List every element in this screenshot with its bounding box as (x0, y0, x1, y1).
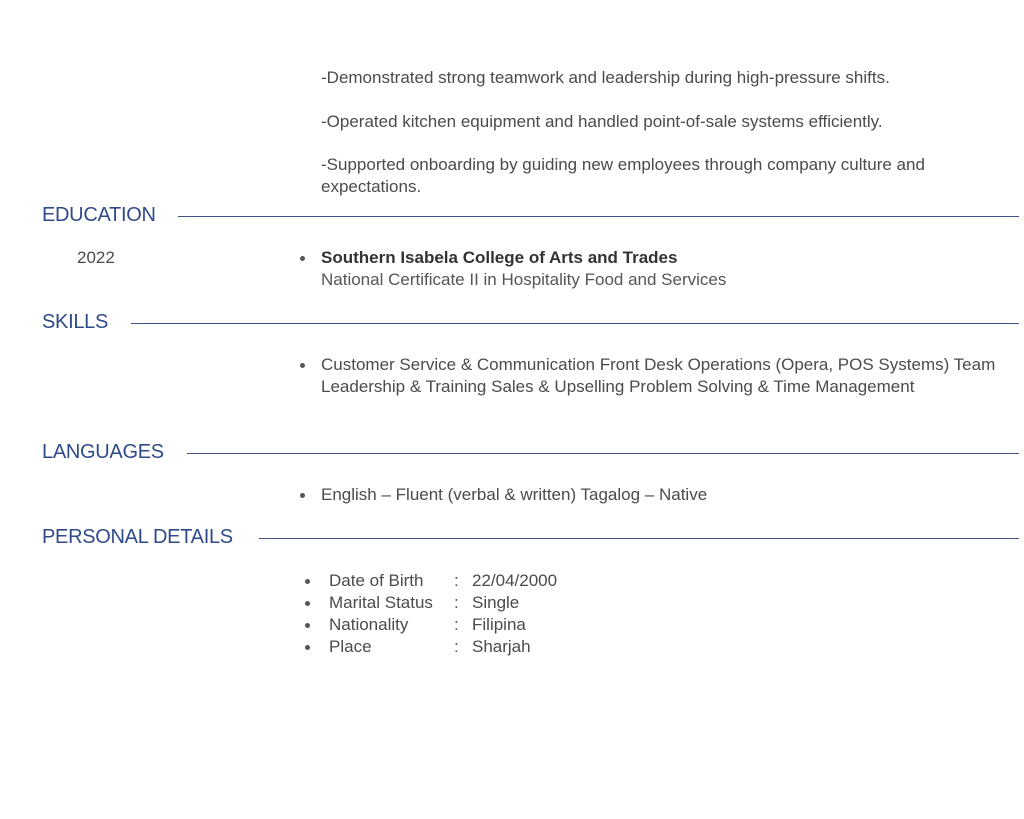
education-program: National Certificate II in Hospitality Food and Services (321, 270, 727, 289)
personal-detail-label: Date of Birth (329, 571, 424, 590)
languages-text: English – Fluent (verbal & written) Tagalog – Native (321, 485, 708, 504)
section-title-education: EDUCATION (42, 204, 156, 226)
personal-detail-label: Marital Status (329, 593, 433, 612)
bullet-dot (300, 363, 305, 368)
education-year: 2022 (77, 248, 115, 267)
personal-detail-separator: : (454, 571, 459, 590)
personal-detail-separator: : (454, 593, 459, 612)
personal-detail-separator: : (454, 637, 459, 656)
bullet-dot (300, 256, 305, 261)
bullet-dot (305, 601, 310, 606)
personal-detail-value: Filipina (472, 615, 526, 634)
section-divider (131, 323, 1019, 324)
section-title-personal-details: PERSONAL DETAILS (42, 526, 233, 548)
experience-bullet: -Demonstrated strong teamwork and leadership during high-pressure shifts. (321, 68, 890, 87)
personal-detail-value: 22/04/2000 (472, 571, 558, 590)
section-divider (259, 538, 1019, 539)
education-school: Southern Isabela College of Arts and Trades (321, 248, 678, 267)
personal-detail-value: Single (472, 593, 520, 612)
section-divider (187, 453, 1019, 454)
bullet-dot (305, 645, 310, 650)
personal-detail-label: Place (329, 637, 372, 656)
section-divider (178, 216, 1019, 217)
personal-detail-label: Nationality (329, 615, 409, 634)
education-entry (321, 247, 1011, 291)
bullet-dot (300, 493, 305, 498)
skills-text: Customer Service & Communication Front Desk Operations (Opera, POS Systems) Team Leadership & Training Sales & Upselling Problem Solving & Time Management (321, 355, 996, 396)
bullet-dot (305, 623, 310, 628)
bullet-dot (305, 579, 310, 584)
section-title-languages: LANGUAGES (42, 441, 164, 463)
personal-detail-value: Sharjah (472, 637, 531, 656)
experience-bullet: -Supported onboarding by guiding new employees through company culture and expectations. (321, 155, 925, 196)
personal-detail-separator: : (454, 615, 459, 634)
section-title-skills: SKILLS (42, 311, 109, 333)
experience-bullet: -Operated kitchen equipment and handled point-of-sale systems efficiently. (321, 112, 883, 131)
